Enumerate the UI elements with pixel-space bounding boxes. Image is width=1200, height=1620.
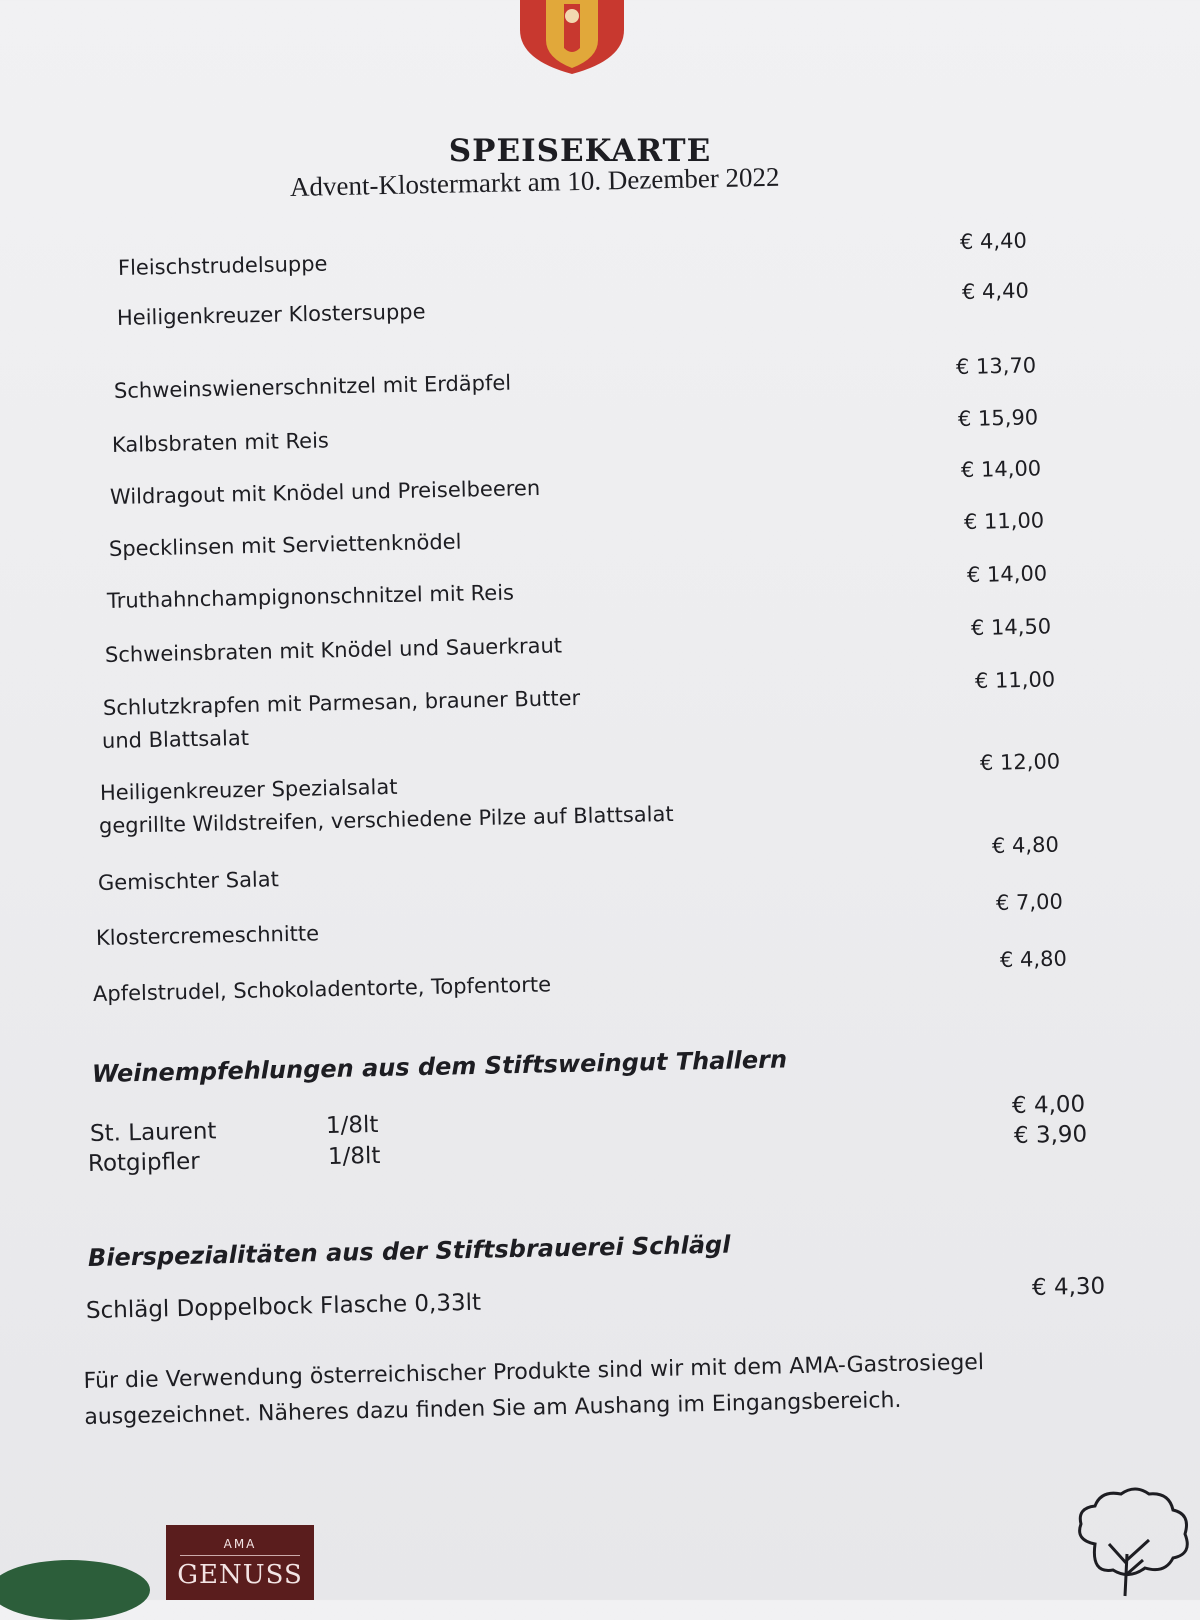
wine-price: € 4,00 (1011, 1091, 1086, 1119)
dish-name: Apfelstrudel, Schokoladentorte, Topfentorte (92, 972, 552, 1006)
dish-name: Fleischstrudelsuppe (117, 251, 328, 280)
dish-price: € 15,90 (957, 405, 1039, 431)
dish-price: € 14,50 (970, 614, 1052, 640)
dish-name: Gemischter Salat (97, 867, 280, 895)
ama-logo-small-text: AMA (223, 1537, 257, 1551)
wine-size: 1/8lt (325, 1111, 379, 1139)
menu-subtitle: Advent-Klostermarkt am 10. Dezember 2022 (289, 161, 780, 202)
dish-name: Truthahnchampignonschnitzel mit Reis (106, 580, 515, 613)
dish-name-line2: gegrillte Wildstreifen, verschiedene Pilze auf Blattsalat (98, 801, 674, 838)
wine-price: € 3,90 (1013, 1121, 1088, 1149)
dish-price: € 12,00 (979, 749, 1061, 775)
wine-name: Rotgipfler (87, 1148, 200, 1177)
dish-name: Wildragout mit Knödel und Preiselbeeren (109, 475, 541, 509)
beer-item: Schlägl Doppelbock Flasche 0,33lt (85, 1289, 482, 1324)
wine-name: St. Laurent (89, 1118, 217, 1147)
ama-note-line: ausgezeichnet. Näheres dazu finden Sie am Aushang im Eingangsbereich. (84, 1387, 902, 1430)
tree-icon (1065, 1484, 1197, 1600)
ama-genuss-logo (166, 1525, 314, 1600)
dish-name: Klostercremeschnitte (95, 921, 320, 950)
dish-name: Schweinsbraten mit Knödel und Sauerkraut (104, 633, 563, 667)
dish-price: € 14,00 (966, 561, 1048, 587)
partner-logo (0, 1560, 150, 1620)
dish-price: € 13,70 (955, 353, 1037, 379)
dish-name: Schweinswienerschnitzel mit Erdäpfel (113, 370, 512, 403)
beer-price: € 4,30 (1031, 1273, 1106, 1301)
dish-price: € 11,00 (963, 508, 1045, 534)
dish-price: € 4,40 (959, 228, 1028, 254)
beer-section-heading: Bierspezialitäten aus der Stiftsbrauerei Schlägl (87, 1230, 731, 1272)
dish-name: Heiligenkreuzer Klostersuppe (116, 299, 426, 330)
dish-price: € 7,00 (995, 889, 1064, 915)
dish-price: € 4,80 (999, 946, 1068, 972)
dish-name: Kalbsbraten mit Reis (111, 428, 330, 457)
dish-price: € 4,80 (991, 832, 1060, 858)
dish-price: € 11,00 (974, 667, 1056, 693)
dish-price: € 4,40 (961, 278, 1030, 304)
ama-note-line: Für die Verwendung österreichischer Produkte sind wir mit dem AMA-Gastrosiegel (83, 1350, 985, 1395)
dish-price: € 14,00 (960, 456, 1042, 482)
dish-name: Heiligenkreuzer Spezialsalat (99, 774, 398, 805)
wine-size: 1/8lt (327, 1142, 381, 1170)
ama-logo-big-text: GENUSS (177, 1560, 303, 1590)
wine-section-heading: Weinempfehlungen aus dem Stiftsweingut Thallern (91, 1045, 788, 1088)
dish-name-line2: und Blattsalat (101, 725, 250, 753)
dish-name: Schlutzkrapfen mit Parmesan, brauner Butter (102, 686, 581, 720)
dish-name: Specklinsen mit Serviettenknödel (108, 529, 462, 561)
menu-title: SPEISEKARTE (448, 133, 712, 169)
